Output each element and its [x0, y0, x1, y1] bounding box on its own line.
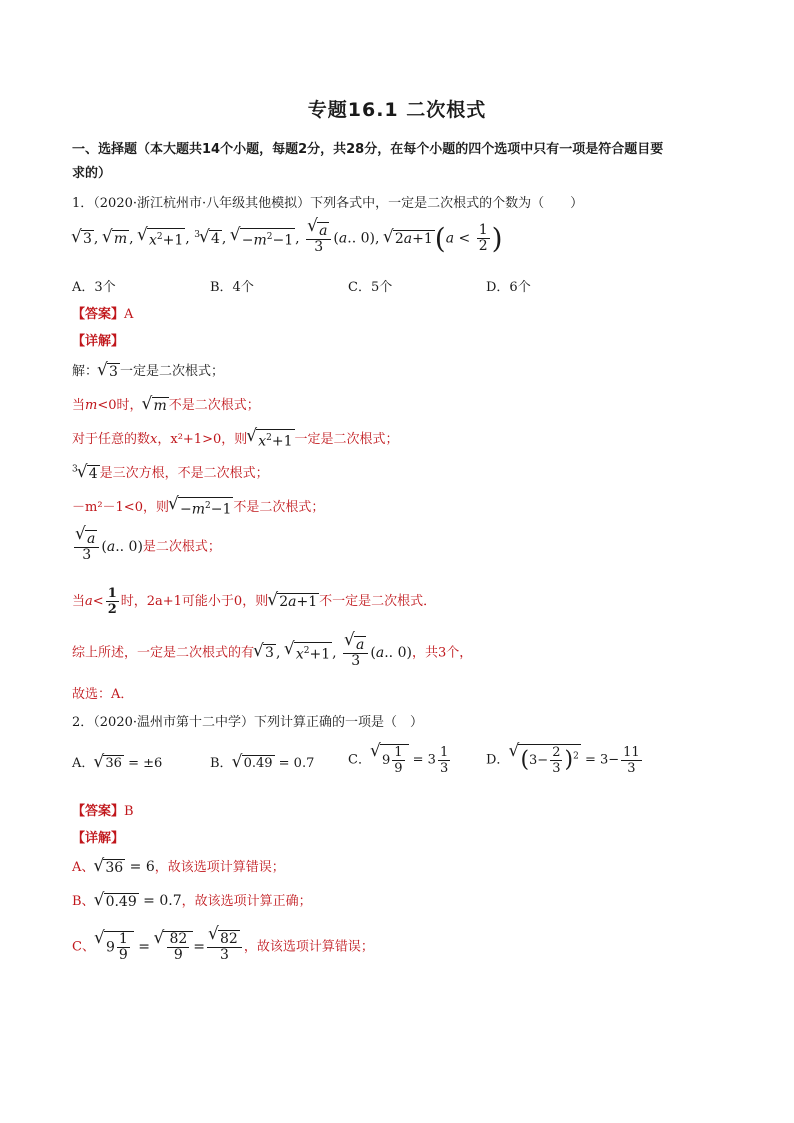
section-heading-line2: 求的）: [72, 166, 112, 181]
section-heading-line1: 一、选择题（本大题共14个小题，每题2分，共28分，在每个小题的四个选项中只有一项是符合题目要: [72, 142, 664, 157]
q1-expressions: √ 3 , √ m , √ $x^2+1$ , $^3$√ 4 , √ $-m^2-1$ , √ $\frac{a}{3}$ (a.. 0), √ 2a+1(a < $\frac{1}{2}$ ): [72, 222, 503, 255]
q2-option-d: D．√ (3− $\frac{2}{3}$ )$^2$ = 3− $\frac{11}{3}$: [486, 744, 644, 776]
q1-option-c: C．5个: [348, 280, 393, 295]
q2-stem: 2．（2020·温州市第十二中学）下列计算正确的一项是（ ）: [72, 715, 423, 730]
q1-solution-5: －m²－1<0，则√ $-m^2-1$ 不是二次根式；: [72, 496, 324, 518]
q1-solution-1: 解：√ 3 一定是二次根式；: [72, 360, 224, 380]
q2-answer: 【答案】B: [72, 804, 134, 819]
q2-solution-a: A、√ 36 = 6，故该选项计算错误；: [72, 856, 285, 876]
q1-solution-7: 当a< $\frac{1}{2}$ 时，2a+1可能小于0，则√ 2a+1 不一定是二次根式．: [72, 586, 436, 617]
q2-detail-tag: 【详解】: [72, 831, 125, 846]
q2-solution-c: C、√ 9 $\frac{1}{9}$ = √ $\frac{82}{9}$ = √ $\frac{82}{3}$ ，故该选项计算错误；: [72, 930, 374, 963]
q1-solution-6: √ $\frac{a}{3}$ (a.. 0)是二次根式；: [72, 530, 221, 563]
q1-solution-9: 故选：A．: [72, 687, 134, 702]
q1-solution-4: $^3$√ 4 是三次方根，不是二次根式；: [72, 462, 269, 482]
q1-option-b: B．4个: [210, 280, 254, 295]
q1-answer: [72, 303, 133, 322]
q1-option-a: A．3个: [72, 280, 116, 295]
q1-stem: 1．（2020·浙江杭州市·八年级其他模拟）下列各式中，一定是二次根式的个数为（ ）: [72, 196, 584, 211]
q1-solution-3: 对于任意的数x，x²+1>0，则√ $x^2+1$ 一定是二次根式；: [72, 428, 399, 450]
q1-option-d: D．6个: [486, 280, 531, 295]
answer-tag: 【答案】: [72, 307, 125, 322]
q2-option-c: C．√ 9 $\frac{1}{9}$ = 3 $\frac{1}{3}$: [348, 744, 452, 776]
q2-solution-b: B、√ 0.49 = 0.7，故该选项计算正确；: [72, 890, 312, 910]
q2-option-b: B．√ 0.49 = 0.7: [210, 752, 314, 772]
q1-solution-8: 综上所述，一定是二次根式的有√ 3 , √ $x^2+1$ , √ $\frac{a}{3}$ (a.. 0)，共3个，: [72, 636, 472, 669]
answer-value: A: [124, 307, 134, 322]
page-title: 专题16.1 二次根式: [307, 99, 487, 121]
q1-detail-tag: 【详解】: [72, 334, 125, 349]
q2-option-a: A．√ 36 = ±6: [72, 752, 162, 772]
q1-solution-2: 当m<0时，√ m 不是二次根式；: [72, 394, 260, 414]
